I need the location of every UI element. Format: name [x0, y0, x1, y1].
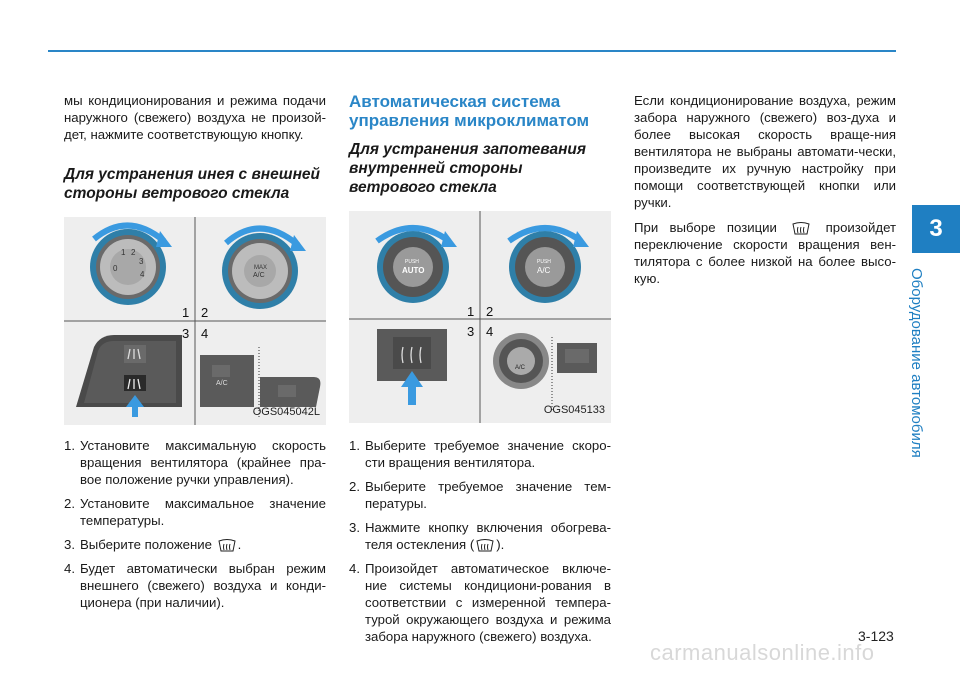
svg-text:2: 2	[131, 248, 136, 257]
svg-text:A/C: A/C	[537, 266, 551, 275]
windshield-defrost-icon	[790, 221, 812, 235]
page-number: 3-123	[858, 628, 894, 644]
svg-text:PUSH: PUSH	[405, 259, 419, 265]
header-rule	[48, 50, 896, 52]
steps-list-exterior	[64, 437, 326, 611]
subheading-exterior-frost: Для устранения инея с внешней стороны ветрового стекла	[64, 166, 321, 202]
watermark: carmanualsonline.info	[650, 640, 875, 665]
figure-number-2: 2	[201, 305, 209, 320]
svg-text:3: 3	[139, 257, 144, 266]
figure-number-4: 4	[201, 326, 209, 341]
column-3	[634, 92, 896, 295]
svg-text:AUTO: AUTO	[402, 266, 425, 275]
chapter-number-tab: 3	[912, 205, 960, 253]
svg-text:A/C: A/C	[216, 380, 228, 387]
paragraph-defrost-position: При выборе позиции произойдет переключение скорости вращения вен-тилятора с более низкой на более высо-кую.	[634, 220, 897, 286]
intro-paragraph: мы кондиционирования и режима подачи наружного (свежего) воздуха не произой-дет, нажмите соответствующую кнопку.	[64, 93, 326, 142]
list-item: 2. Установите максимальное значение температуры.	[64, 496, 326, 528]
list-item: 1. Выберите требуемое значение скоро-сти вращения вентилятора.	[349, 438, 611, 470]
fan-speed-knob	[90, 225, 172, 305]
list-item: 4. Произойдет автоматическое включе-ние системы кондициони-рования в соответствии с измеренной темпера-турой окружающего воздуха и режима забора наружного (свежего) воздуха.	[349, 561, 611, 644]
list-item: 3. Выберите положение .	[64, 537, 242, 552]
svg-text:0: 0	[113, 264, 118, 273]
front-defrost-button-panel	[377, 329, 447, 405]
svg-text:MAX: MAX	[254, 265, 268, 271]
figure-manual-controls	[64, 217, 326, 425]
svg-text:4: 4	[140, 270, 145, 279]
figure-number-1: 1	[467, 304, 475, 319]
svg-text:A/C: A/C	[253, 272, 265, 279]
chapter-title: Оборудование автомобиля	[908, 268, 925, 458]
small-ac-knob	[493, 333, 597, 411]
figure-auto-controls	[349, 211, 611, 423]
section-title-auto-climate: Автоматическая система управления микроклиматом	[349, 92, 590, 130]
figure-number-1: 1	[182, 305, 190, 320]
temperature-knob	[222, 228, 306, 309]
list-item: 3. Нажмите кнопку включения обогрева-теля остекления ( ).	[349, 520, 611, 552]
column-2	[349, 92, 611, 652]
auto-controls-illustration	[349, 211, 611, 423]
figure-number-3: 3	[182, 326, 190, 341]
figure-label: OGS045133	[543, 404, 605, 416]
mode-control-panel	[76, 335, 182, 417]
figure-number-4: 4	[486, 324, 494, 339]
list-item: 2. Выберите требуемое значение тем-пературы.	[349, 479, 611, 511]
svg-text:PUSH: PUSH	[537, 259, 551, 265]
windshield-defrost-icon	[218, 538, 236, 552]
list-item: 4. Будет автоматически выбран режим внешнего (свежего) воздуха и конди-ционера (при наличии).	[64, 561, 326, 610]
ac-knob	[509, 228, 589, 303]
svg-text:A/C: A/C	[515, 365, 526, 371]
list-item: 1. Установите максимальную скорость вращения вентилятора (крайнее пра-вое положение ручки управления).	[64, 438, 326, 487]
paragraph-manual-adjust: Если кондиционирование воздуха, режим забора наружного (свежего) воз-духа и более высокая скорость враще-ния вентилятора не выбраны автомати-чески, произведите их ручную настройку при помощи соответствующей кнопки или ручки.	[634, 93, 896, 210]
column-1	[64, 92, 326, 618]
auto-knob	[377, 228, 457, 303]
windshield-defrost-icon	[476, 538, 494, 552]
svg-text:1: 1	[121, 248, 126, 257]
steps-list-interior	[349, 437, 611, 645]
subheading-interior-fog: Для устранения запотевания внутренней стороны ветрового стекла	[349, 141, 587, 196]
figure-number-3: 3	[467, 324, 475, 339]
figure-number-2: 2	[486, 304, 494, 319]
figure-label: OGS045042L	[252, 406, 320, 418]
manual-controls-illustration	[64, 217, 326, 425]
